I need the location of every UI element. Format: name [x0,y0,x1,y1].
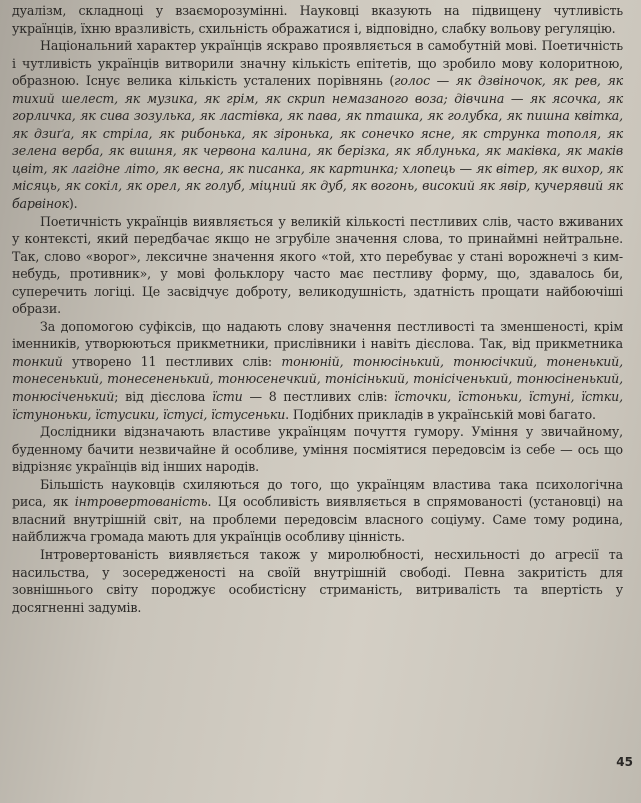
paragraph [12,318,623,423]
italic-text: їсти [212,389,243,405]
text-run: Інтровертованість виявляється також у миролюбності, несхильності до агресії та насильства, у зосередженості на своїй внутрішній свободі. Певна закритість для зовнішнього світу породжує особистісну стриманість, витривалість та впертість у досягненні задумів. [12,546,623,615]
italic-text: тонкий [12,353,63,369]
italic-text: тонюній, тонюсінький, тонюсічкий, тоненький, тонесенький, тонесененький, тонюсенечкий, тонісінький, тонісіченький, тонюсіненький, тонюсіченький [12,353,623,405]
text-run: ). [68,196,78,212]
page-number: 45 [616,755,633,769]
italic-text: голос — як дзвіночок, як рев, як тихий шелест, як музика, як грім, як скрип немазаного воза; дівчина — як ясочка, як горличка, як сива зозулька, як ластівка, як пава, як пташка, як голубка, як пишна квітка, як дзиґа, як стріла, як рибонька, як зіронька, як сонечко ясне, як струнка тополя, як зелена верба, як вишня, як червона калина, як берізка, як яблунька, як маківка, як маків цвіт, як лагідне літо, як весна, як писанка, як картинка; хлопець — як вітер, як вихор, як місяць, як сокіл, як орел, як голуб, міцний як дуб, як вогонь, високий як явір, кучерявий як барвінок [12,73,623,212]
text-run: Дослідники відзначають властиве українцям почуття гумору. Уміння у звичайному, буденному бачити незвичайне й особливе, уміння посміятися передовсім із себе — ось що відрізняє українців від інших народів. [12,424,623,475]
text-run: утворено 11 пестливих слів: [62,353,282,369]
text-run: . Подібних прикладів в українській мові багато. [285,406,596,422]
text-run: ; від дієслова [114,389,213,405]
paragraph [12,2,623,37]
paragraph [12,423,623,476]
text-run: Національний характер українців яскраво проявляється в самобутній мові. Поетичність і чутливість українців витворили значну кількість епітетів, що зробило мову колоритною, образною. Існує велика кількість усталених порівнянь ( [12,38,623,89]
text-run: Більшість науковців схиляються до того, що українцям властива така психологічна риса, як [12,476,623,510]
italic-text: їсточки, їстоньки, їстуні, їстки, їстуноньки, їстусики, їстусі, їстусеньки [12,389,623,422]
text-run: За допомогою суфіксів, що надають слову значення пестливості та зменшеності, крім іменників, утворюються прикметники, прислівники і навіть дієслова. Так, від прикметника [12,318,623,352]
text-run: Поетичність українців виявляється у великій кількості пестливих слів, часто вживаних у контексті, який передбачає якщо не згрубіле значення слова, то принаймні нейтральне. Так, слово «ворог», лексичне значення якого «той, хто перебуває у стані ворожнечі з ким-небудь, противник», у мові фольклору часто має пестливу форму, що, здавалось би, суперечить логіці. Це засвідчує доброту, великодушність, здатність прощати найбоючіші образи. [12,213,623,317]
text-run: — 8 пестливих слів: [242,389,395,405]
paragraph [12,546,623,616]
text-run: дуалізм, складноці у взаєморозумінні. Науковці вказують на підвищену чутливість українців, їхню вразливість, схильність ображатися і, відповідно, слабку вольову регуляцію. [12,3,623,36]
paragraph [12,213,623,318]
text-run: . Ця особливість виявляється в спрямованості (установці) на власний внутрішній світ, на проблеми передовсім власного соціуму. Саме тому родина, найближча громада мають для українців особливу цінність. [12,494,623,545]
body-text [12,2,623,616]
italic-text: інтровертованість [74,494,208,510]
paragraph [12,476,623,546]
paragraph [12,37,623,212]
